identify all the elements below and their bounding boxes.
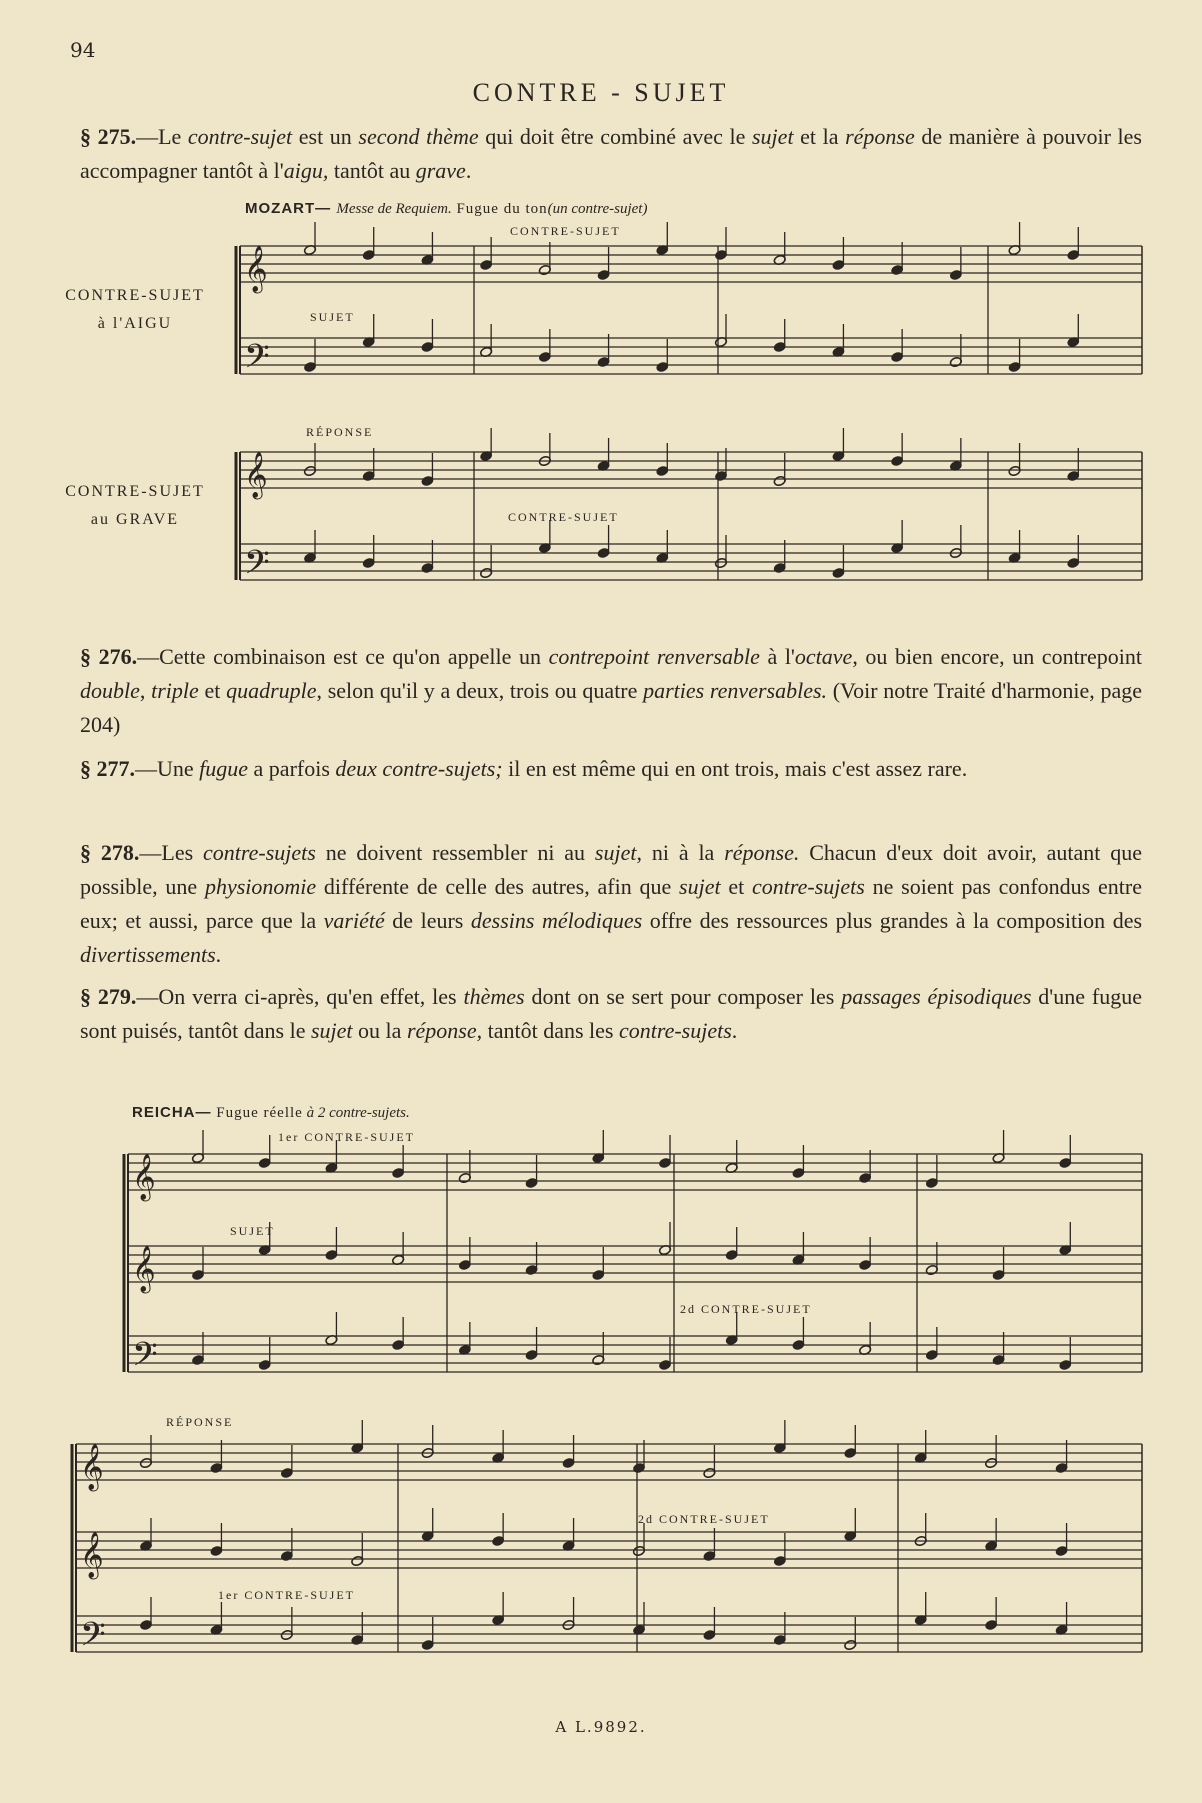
- section-number: § 276.: [80, 644, 138, 669]
- label-contre-sujet-grave: CONTRE-SUJET: [508, 510, 619, 524]
- text: .: [215, 942, 222, 967]
- text: .: [465, 158, 472, 183]
- text: il en est même qui en ont trois, mais c'est assez rare.: [502, 756, 968, 781]
- text: tantôt au: [328, 158, 416, 183]
- text: ne doivent ressembler ni au: [315, 840, 595, 865]
- text: —Les: [139, 840, 203, 865]
- text: et la: [793, 124, 846, 149]
- emphasis: divertissements: [80, 942, 216, 967]
- notes: [139, 222, 1079, 1651]
- clef-glyph: 𝄞: [244, 246, 268, 292]
- text: dont on se sert pour composer les: [524, 984, 842, 1009]
- label-1er-contre-sujet: 1er CONTRE-SUJET: [278, 1130, 415, 1144]
- emphasis: sujet: [752, 124, 794, 149]
- caption-italic: (un contre-sujet): [547, 201, 648, 217]
- text: , ni à la: [636, 840, 725, 865]
- text: à l': [759, 644, 795, 669]
- side-label-line: au GRAVE: [90, 511, 180, 528]
- emphasis: réponse.: [724, 840, 800, 865]
- emphasis: réponse,: [406, 1018, 483, 1043]
- emphasis: contrepoint renversable: [548, 644, 760, 669]
- section-number: § 277.: [80, 756, 135, 781]
- section-number: § 279.: [80, 984, 137, 1009]
- emphasis: aigu,: [283, 158, 329, 183]
- staff-lines: [72, 246, 1142, 1652]
- emphasis: parties renversables.: [643, 678, 828, 703]
- plate-number: A L.9892.: [555, 1718, 647, 1736]
- text: —Cette combinaison est ce qu'on appelle un: [137, 644, 549, 669]
- text: Chacun d'eux doit avoir, autant que possible, une: [80, 840, 1143, 899]
- text: de leurs: [384, 908, 471, 933]
- label-reponse: RÉPONSE: [306, 425, 374, 439]
- emphasis: sujet: [594, 840, 637, 865]
- clef-glyph: 𝄢: [244, 544, 270, 590]
- text: tantôt dans les: [482, 1018, 619, 1043]
- emphasis: physionomie: [204, 874, 317, 899]
- text: a parfois: [248, 756, 336, 781]
- emphasis: triple: [151, 678, 199, 703]
- text: , selon qu'il y a deux, trois ou quatre: [316, 678, 644, 703]
- emphasis: double: [80, 678, 140, 703]
- side-label-line: à l'AIGU: [97, 315, 173, 332]
- clef-glyph: 𝄞: [132, 1246, 156, 1292]
- caption-italic: à 2 contre-sujets.: [302, 1105, 410, 1121]
- section-number: § 275.: [80, 124, 137, 149]
- text: —Une: [135, 756, 200, 781]
- label-2e-contre-sujet-b: 2d CONTRE-SUJET: [638, 1512, 770, 1526]
- text: ne soient pas confondus entre eux; et aussi, parce que la: [80, 874, 1142, 933]
- emphasis: quadruple: [226, 678, 317, 703]
- emphasis: fugue: [199, 756, 249, 781]
- text: qui doit être combiné avec le: [478, 124, 752, 149]
- clef-glyph: 𝄢: [244, 338, 270, 384]
- composer: MOZART—: [245, 200, 332, 217]
- clef-glyph: 𝄞: [80, 1444, 104, 1490]
- work-title: Messe de Requiem.: [336, 201, 452, 217]
- text: ou la: [352, 1018, 407, 1043]
- label-2e-contre-sujet: 2d CONTRE-SUJET: [680, 1302, 812, 1316]
- emphasis: contre-sujet: [187, 124, 293, 149]
- text: (Voir notre Traité d'harmonie, page 204): [80, 678, 1142, 737]
- text: de manière à pouvoir les accompagner tantôt à l': [80, 124, 1142, 183]
- emphasis: variété: [323, 908, 385, 933]
- emphasis: grave: [415, 158, 466, 183]
- label-contre-sujet: CONTRE-SUJET: [510, 224, 621, 238]
- text: d'une fugue sont puisés, tantôt dans le: [80, 984, 1143, 1043]
- caption-text: Fugue du ton: [451, 201, 548, 217]
- emphasis: second thème: [358, 124, 479, 149]
- emphasis: sujet: [310, 1018, 353, 1043]
- text: offre des ressources plus grandes à la composition des: [642, 908, 1143, 933]
- clef-glyph: 𝄞: [132, 1154, 156, 1200]
- clef-glyph: 𝄢: [132, 1336, 158, 1382]
- clefs: [80, 246, 270, 1662]
- text: et: [198, 678, 227, 703]
- clef-glyph: 𝄞: [80, 1532, 104, 1578]
- text: différente de celle des autres, afin que: [316, 874, 680, 899]
- text: —Le: [136, 124, 188, 149]
- page-title: CONTRE - SUJET: [472, 78, 730, 107]
- clef-glyph: 𝄞: [244, 452, 268, 498]
- emphasis: contre-sujets: [752, 874, 865, 899]
- emphasis: dessins mélodiques: [470, 908, 643, 933]
- clef-glyph: 𝄢: [80, 1616, 106, 1662]
- text: et: [720, 874, 753, 899]
- label-reponse-2: RÉPONSE: [166, 1415, 234, 1429]
- emphasis: contre-sujets: [618, 1018, 732, 1043]
- section-number: § 278.: [80, 840, 140, 865]
- emphasis: deux contre-sujets;: [335, 756, 503, 781]
- label-1er-contre-sujet-b: 1er CONTRE-SUJET: [218, 1588, 355, 1602]
- text: , ou bien encore, un contrepoint: [852, 644, 1142, 669]
- side-label-line: CONTRE-SUJET: [65, 483, 205, 500]
- text: .: [731, 1018, 738, 1043]
- emphasis: octave: [794, 644, 853, 669]
- emphasis: sujet: [679, 874, 721, 899]
- text: —On verra ci-après, qu'en effet, les: [136, 984, 464, 1009]
- label-sujet-2: SUJET: [230, 1224, 275, 1238]
- caption-text: Fugue réelle: [211, 1105, 303, 1121]
- text: est un: [292, 124, 359, 149]
- emphasis: thèmes: [463, 984, 525, 1009]
- emphasis: contre-sujets: [203, 840, 316, 865]
- side-label-line: CONTRE-SUJET: [65, 287, 205, 304]
- emphasis: passages épisodiques: [841, 984, 1032, 1009]
- label-sujet: SUJET: [310, 310, 355, 324]
- composer: REICHA—: [132, 1104, 212, 1121]
- text: ,: [139, 678, 152, 703]
- page-number: 94: [70, 38, 96, 62]
- emphasis: réponse: [845, 124, 915, 149]
